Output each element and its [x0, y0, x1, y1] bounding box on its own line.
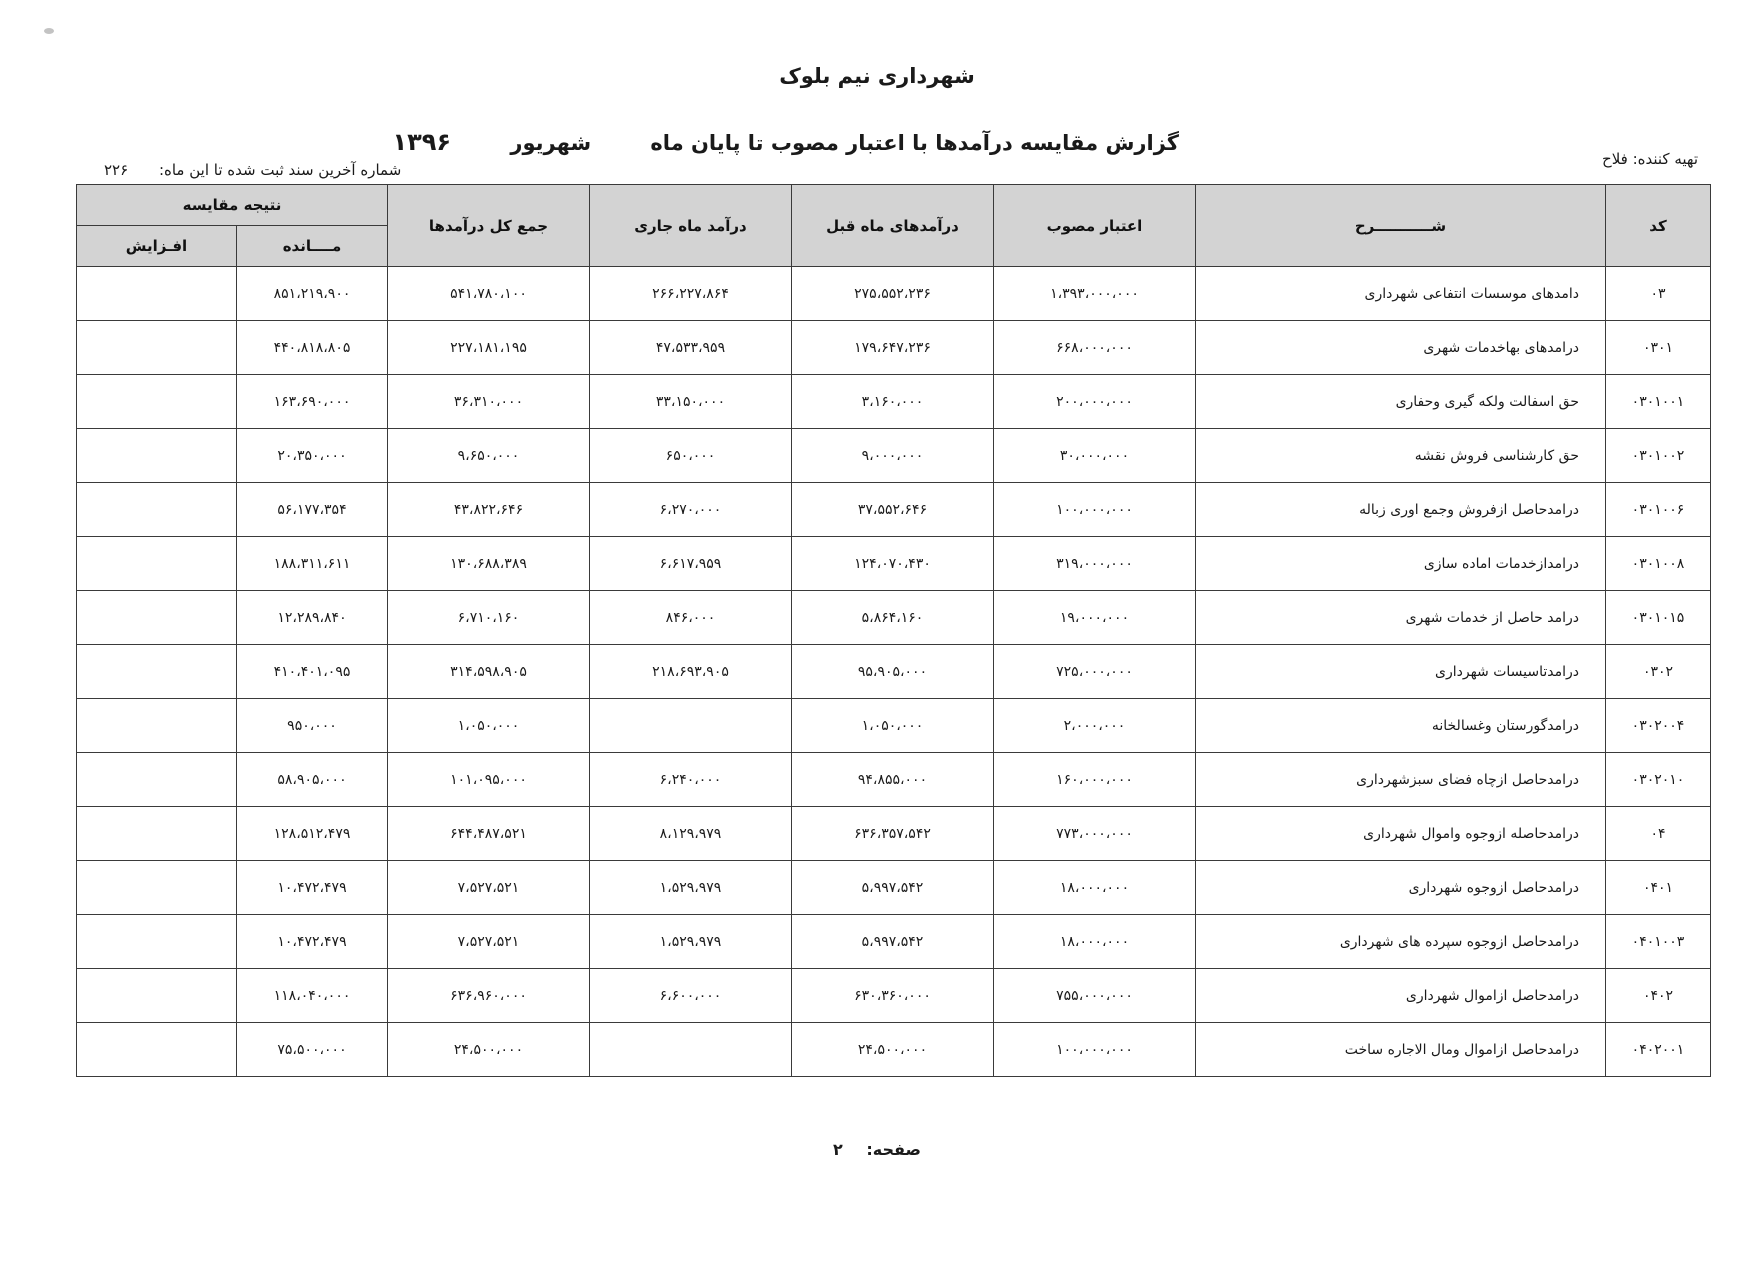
report-title-line	[392, 128, 1179, 156]
cell-approved-credit: ۷۷۳،۰۰۰،۰۰۰	[994, 807, 1196, 861]
cell-current-month: ۶،۶۱۷،۹۵۹	[590, 537, 792, 591]
last-document-info	[104, 161, 401, 179]
cell-code: ۰۳	[1606, 267, 1711, 321]
table-row	[77, 861, 1711, 915]
cell-total-income: ۲۴،۵۰۰،۰۰۰	[388, 1023, 590, 1077]
cell-remaining: ۲۰،۳۵۰،۰۰۰	[237, 429, 388, 483]
cell-approved-credit: ۷۵۵،۰۰۰،۰۰۰	[994, 969, 1196, 1023]
col-header-current-month: درآمد ماه جاری	[590, 185, 792, 267]
report-month: شهریور	[510, 131, 592, 155]
cell-current-month: ۱،۵۲۹،۹۷۹	[590, 861, 792, 915]
cell-previous-months: ۵،۹۹۷،۵۴۲	[792, 861, 994, 915]
cell-current-month: ۶،۲۷۰،۰۰۰	[590, 483, 792, 537]
cell-increase	[77, 699, 237, 753]
table-row	[77, 375, 1711, 429]
cell-previous-months: ۹۴،۸۵۵،۰۰۰	[792, 753, 994, 807]
cell-previous-months: ۹،۰۰۰،۰۰۰	[792, 429, 994, 483]
cell-total-income: ۷،۵۲۷،۵۲۱	[388, 861, 590, 915]
cell-approved-credit: ۱۶۰،۰۰۰،۰۰۰	[994, 753, 1196, 807]
col-header-approved-credit: اعتبار مصوب	[994, 185, 1196, 267]
table-header	[77, 185, 1711, 267]
table-row	[77, 537, 1711, 591]
cell-previous-months: ۶۳۰،۳۶۰،۰۰۰	[792, 969, 994, 1023]
cell-description: حق کارشناسی فروش نقشه	[1196, 429, 1606, 483]
cell-current-month: ۶،۶۰۰،۰۰۰	[590, 969, 792, 1023]
cell-total-income: ۶۳۶،۹۶۰،۰۰۰	[388, 969, 590, 1023]
cell-code: ۰۴۰۱۰۰۳	[1606, 915, 1711, 969]
cell-increase	[77, 915, 237, 969]
cell-code: ۰۳۰۲۰۰۴	[1606, 699, 1711, 753]
table-body	[77, 267, 1711, 1077]
cell-current-month: ۱،۵۲۹،۹۷۹	[590, 915, 792, 969]
cell-previous-months: ۱۷۹،۶۴۷،۲۳۶	[792, 321, 994, 375]
cell-code: ۰۴۰۲	[1606, 969, 1711, 1023]
municipality-title: شهرداری نیم بلوک	[779, 64, 975, 88]
table-row	[77, 483, 1711, 537]
cell-current-month: ۳۳،۱۵۰،۰۰۰	[590, 375, 792, 429]
cell-approved-credit: ۳۰،۰۰۰،۰۰۰	[994, 429, 1196, 483]
cell-code: ۰۳۰۱۰۰۶	[1606, 483, 1711, 537]
cell-previous-months: ۲۷۵،۵۵۲،۲۳۶	[792, 267, 994, 321]
cell-total-income: ۳۱۴،۵۹۸،۹۰۵	[388, 645, 590, 699]
cell-total-income: ۱۳۰،۶۸۸،۳۸۹	[388, 537, 590, 591]
cell-previous-months: ۳،۱۶۰،۰۰۰	[792, 375, 994, 429]
cell-total-income: ۳۶،۳۱۰،۰۰۰	[388, 375, 590, 429]
report-title: گزارش مقایسه درآمدها با اعتبار مصوب تا پایان ماه	[650, 131, 1179, 155]
cell-previous-months: ۳۷،۵۵۲،۶۴۶	[792, 483, 994, 537]
last-document-number: ۲۲۶	[104, 161, 129, 179]
cell-current-month: ۸۴۶،۰۰۰	[590, 591, 792, 645]
cell-total-income: ۲۲۷،۱۸۱،۱۹۵	[388, 321, 590, 375]
cell-description: درامدهای بهاخدمات شهری	[1196, 321, 1606, 375]
cell-description: حق اسفالت ولکه گیری وحفاری	[1196, 375, 1606, 429]
cell-approved-credit: ۶۶۸،۰۰۰،۰۰۰	[994, 321, 1196, 375]
cell-remaining: ۷۵،۵۰۰،۰۰۰	[237, 1023, 388, 1077]
cell-approved-credit: ۱۰۰،۰۰۰،۰۰۰	[994, 1023, 1196, 1077]
cell-increase	[77, 807, 237, 861]
cell-description: درامدگورستان وغسالخانه	[1196, 699, 1606, 753]
cell-approved-credit: ۱۹،۰۰۰،۰۰۰	[994, 591, 1196, 645]
cell-increase	[77, 645, 237, 699]
cell-total-income: ۱،۰۵۰،۰۰۰	[388, 699, 590, 753]
col-header-increase: افـزایش	[77, 226, 237, 267]
report-year: ۱۳۹۶	[392, 128, 452, 156]
col-header-remaining: مــــانده	[237, 226, 388, 267]
cell-increase	[77, 375, 237, 429]
cell-code: ۰۳۰۲	[1606, 645, 1711, 699]
cell-increase	[77, 861, 237, 915]
cell-approved-credit: ۳۱۹،۰۰۰،۰۰۰	[994, 537, 1196, 591]
cell-increase	[77, 969, 237, 1023]
cell-description: درامدحاصل ازوجوه شهرداری	[1196, 861, 1606, 915]
cell-code: ۰۳۰۲۰۱۰	[1606, 753, 1711, 807]
cell-approved-credit: ۷۲۵،۰۰۰،۰۰۰	[994, 645, 1196, 699]
scan-speck	[44, 28, 54, 34]
cell-remaining: ۹۵۰،۰۰۰	[237, 699, 388, 753]
cell-previous-months: ۲۴،۵۰۰،۰۰۰	[792, 1023, 994, 1077]
cell-increase	[77, 483, 237, 537]
prepared-by: تهیه کننده: فلاح	[1602, 150, 1698, 168]
table-row	[77, 807, 1711, 861]
table-row	[77, 969, 1711, 1023]
col-header-total-income: جمع کل درآمدها	[388, 185, 590, 267]
cell-approved-credit: ۲،۰۰۰،۰۰۰	[994, 699, 1196, 753]
cell-approved-credit: ۱۸،۰۰۰،۰۰۰	[994, 861, 1196, 915]
cell-code: ۰۳۰۱۰۰۲	[1606, 429, 1711, 483]
page-number: ۲	[833, 1140, 843, 1159]
cell-previous-months: ۵،۹۹۷،۵۴۲	[792, 915, 994, 969]
cell-total-income: ۴۳،۸۲۲،۶۴۶	[388, 483, 590, 537]
cell-increase	[77, 321, 237, 375]
cell-increase	[77, 1023, 237, 1077]
page-label: صفحه:	[866, 1140, 921, 1159]
cell-increase	[77, 591, 237, 645]
cell-current-month: ۶۵۰،۰۰۰	[590, 429, 792, 483]
cell-current-month: ۲۶۶،۲۲۷،۸۶۴	[590, 267, 792, 321]
cell-description: درامدحاصل ازوجوه سپرده های شهرداری	[1196, 915, 1606, 969]
cell-remaining: ۵۸،۹۰۵،۰۰۰	[237, 753, 388, 807]
cell-remaining: ۱۰،۴۷۲،۴۷۹	[237, 861, 388, 915]
cell-previous-months: ۵،۸۶۴،۱۶۰	[792, 591, 994, 645]
table-row	[77, 1023, 1711, 1077]
cell-description: درامدحاصل ازفروش وجمع اوری زباله	[1196, 483, 1606, 537]
cell-code: ۰۳۰۱۰۱۵	[1606, 591, 1711, 645]
cell-description: درامدحاصل ازاموال ومال الاجاره ساخت	[1196, 1023, 1606, 1077]
cell-current-month	[590, 699, 792, 753]
table-row	[77, 699, 1711, 753]
page-footer	[0, 1140, 1754, 1159]
cell-code: ۰۴۰۱	[1606, 861, 1711, 915]
col-header-code: کد	[1606, 185, 1711, 267]
cell-approved-credit: ۱۰۰،۰۰۰،۰۰۰	[994, 483, 1196, 537]
cell-total-income: ۱۰۱،۰۹۵،۰۰۰	[388, 753, 590, 807]
col-header-description: شـــــــــــرح	[1196, 185, 1606, 267]
cell-previous-months: ۹۵،۹۰۵،۰۰۰	[792, 645, 994, 699]
cell-approved-credit: ۱،۳۹۳،۰۰۰،۰۰۰	[994, 267, 1196, 321]
cell-description: درامدحاصل ازچاه فضای سبزشهرداری	[1196, 753, 1606, 807]
cell-total-income: ۶۴۴،۴۸۷،۵۲۱	[388, 807, 590, 861]
cell-increase	[77, 429, 237, 483]
cell-remaining: ۱۲۸،۵۱۲،۴۷۹	[237, 807, 388, 861]
cell-code: ۰۳۰۱۰۰۸	[1606, 537, 1711, 591]
cell-remaining: ۱۰،۴۷۲،۴۷۹	[237, 915, 388, 969]
cell-total-income: ۶،۷۱۰،۱۶۰	[388, 591, 590, 645]
table-row	[77, 321, 1711, 375]
cell-total-income: ۹،۶۵۰،۰۰۰	[388, 429, 590, 483]
cell-approved-credit: ۱۸،۰۰۰،۰۰۰	[994, 915, 1196, 969]
table-row	[77, 429, 1711, 483]
cell-current-month: ۸،۱۲۹،۹۷۹	[590, 807, 792, 861]
cell-remaining: ۸۵۱،۲۱۹،۹۰۰	[237, 267, 388, 321]
cell-code: ۰۳۰۱	[1606, 321, 1711, 375]
table-row	[77, 267, 1711, 321]
cell-current-month: ۲۱۸،۶۹۳،۹۰۵	[590, 645, 792, 699]
cell-description: درامدازخدمات اماده سازی	[1196, 537, 1606, 591]
cell-remaining: ۵۶،۱۷۷،۳۵۴	[237, 483, 388, 537]
cell-description: درامدحاصله ازوجوه واموال شهرداری	[1196, 807, 1606, 861]
cell-current-month: ۴۷،۵۳۳،۹۵۹	[590, 321, 792, 375]
cell-remaining: ۴۱۰،۴۰۱،۰۹۵	[237, 645, 388, 699]
cell-previous-months: ۱،۰۵۰،۰۰۰	[792, 699, 994, 753]
cell-increase	[77, 753, 237, 807]
cell-increase	[77, 537, 237, 591]
cell-description: درامدتاسیسات شهرداری	[1196, 645, 1606, 699]
col-header-previous-months: درآمدهای ماه قبل	[792, 185, 994, 267]
cell-remaining: ۴۴۰،۸۱۸،۸۰۵	[237, 321, 388, 375]
cell-current-month: ۶،۲۴۰،۰۰۰	[590, 753, 792, 807]
cell-code: ۰۳۰۱۰۰۱	[1606, 375, 1711, 429]
cell-description: دامدهای موسسات انتفاعی شهرداری	[1196, 267, 1606, 321]
income-comparison-table	[76, 184, 1711, 1077]
cell-previous-months: ۱۲۴،۰۷۰،۴۳۰	[792, 537, 994, 591]
table-row	[77, 591, 1711, 645]
last-document-label: شماره آخرین سند ثبت شده تا این ماه:	[158, 161, 402, 179]
cell-previous-months: ۶۳۶،۳۵۷،۵۴۲	[792, 807, 994, 861]
cell-remaining: ۱۱۸،۰۴۰،۰۰۰	[237, 969, 388, 1023]
cell-code: ۰۴	[1606, 807, 1711, 861]
cell-total-income: ۵۴۱،۷۸۰،۱۰۰	[388, 267, 590, 321]
cell-current-month	[590, 1023, 792, 1077]
cell-code: ۰۴۰۲۰۰۱	[1606, 1023, 1711, 1077]
cell-description: درامد حاصل از خدمات شهری	[1196, 591, 1606, 645]
cell-increase	[77, 267, 237, 321]
cell-total-income: ۷،۵۲۷،۵۲۱	[388, 915, 590, 969]
table-row	[77, 915, 1711, 969]
table-row	[77, 753, 1711, 807]
cell-description: درامدحاصل ازاموال شهرداری	[1196, 969, 1606, 1023]
cell-approved-credit: ۲۰۰،۰۰۰،۰۰۰	[994, 375, 1196, 429]
cell-remaining: ۱۸۸،۳۱۱،۶۱۱	[237, 537, 388, 591]
cell-remaining: ۱۲،۲۸۹،۸۴۰	[237, 591, 388, 645]
cell-remaining: ۱۶۳،۶۹۰،۰۰۰	[237, 375, 388, 429]
col-header-comparison-result: نتیجه مقایسه	[77, 185, 388, 226]
table-row	[77, 645, 1711, 699]
